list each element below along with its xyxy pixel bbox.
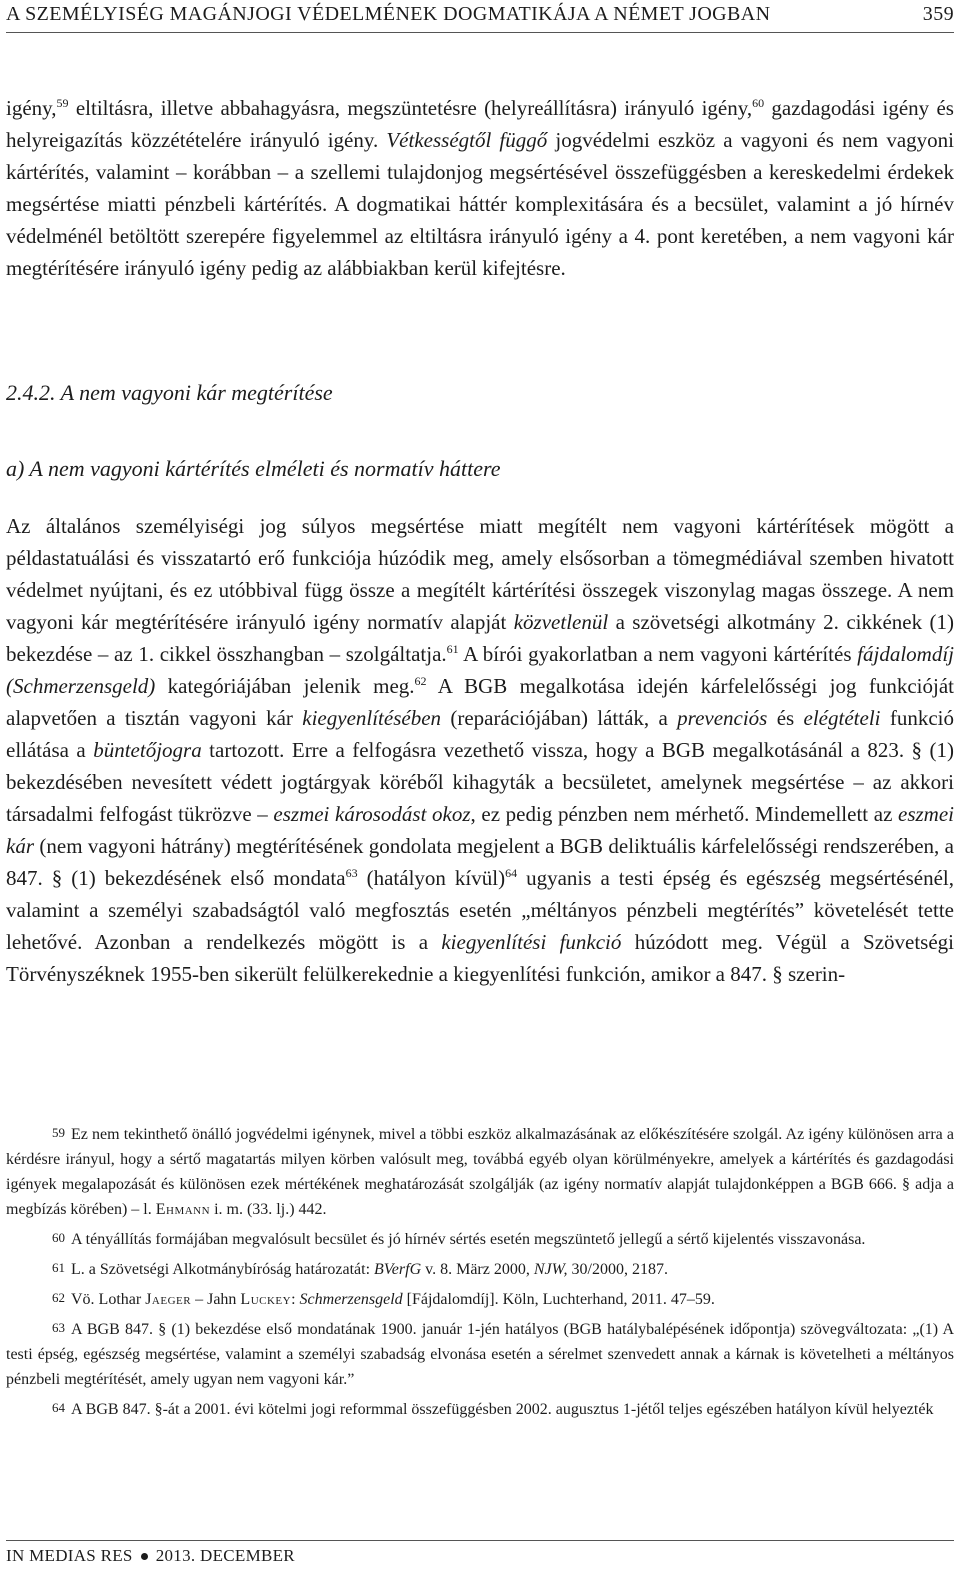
footnote-ref-62[interactable]: 62 — [414, 674, 427, 688]
text-run: és — [767, 706, 804, 730]
italic-run: fájdalomdíj (Schmerzensgeld) — [6, 642, 954, 698]
footer-rule — [6, 1540, 954, 1541]
footnote-ref-60[interactable]: 60 — [752, 96, 765, 110]
running-head — [6, 0, 954, 30]
text-run: igény, — [6, 96, 57, 120]
italic-run: NJW, — [533, 1261, 568, 1278]
footnote-ref-59[interactable]: 59 — [56, 96, 69, 110]
text-run: a szövetségi alkotmány 2. cikkének (1) bekezdése – az 1. cikkel összhangban – szolgáltatja. — [6, 610, 954, 666]
text-run: (reparációjában) látták, a — [441, 706, 678, 730]
text-run: A bírói gyakorlatban a nem vagyoni kártérítés — [458, 642, 858, 666]
italic-run: eszmei károsodást okoz — [273, 802, 471, 826]
footnote-61 — [6, 1255, 954, 1282]
text-run: Az általános személyiségi jog súlyos megsértése miatt megítélt nem vagyoni kártérítések mögött a példastatuálási és visszatartó erő funkciója húzódik meg, amely elsősorban a tömegmédiával szemben hivatott védelmet nyújtani, és ez utóbbival függ össze a megítélt kártérítési összegek viszonylag magas összege. A nem vagyoni kár megtérítésére irányuló igény normatív alapját — [6, 514, 954, 634]
footnote-number: 59 — [52, 1125, 65, 1140]
running-foot — [6, 1546, 295, 1566]
footnote-text: L. a Szövetségi Alkotmánybíróság határozatát: — [71, 1261, 375, 1278]
italic-run: BVerfG — [374, 1261, 422, 1278]
footnote-number: 62 — [52, 1290, 65, 1305]
footnote-62 — [6, 1285, 954, 1312]
main-paragraph — [6, 510, 954, 990]
subsection-heading-text: a) A nem vagyoni kártérítés elméleti és normatív háttere — [6, 456, 501, 481]
italic-run: közvetlenül — [513, 610, 609, 634]
page-number: 359 — [922, 3, 954, 25]
author-name: Jaeger — [145, 1291, 192, 1308]
italic-run: Schmerzensgeld — [299, 1291, 403, 1308]
text-run: gazdagodási igény és helyreigazítás közzétételére irányuló igény. — [6, 96, 954, 152]
footnote-text: A BGB 847. § (1) bekezdése első mondatának 1900. január 1-jén hatályos (BGB hatálybalépésének időpontja) szövegváltozata: „(1) A testi épség, egészség megsértése, valamint a személyi szabadság elvonása esetén a sérelmet szenvedett annak a kárnak is követelheti a méltányos pénzbeli megtérítését, amely ugyan nem vagyoni kár.” — [6, 1321, 954, 1388]
footnote-number: 64 — [52, 1400, 65, 1415]
footnote-text: v. 8. März 2000, — [421, 1261, 534, 1278]
footnote-text: Ez nem tekinthető önálló jogvédelmi igénynek, mivel a többi eszköz alkalmazásának az előkészítésére szolgál. Az igény különösen arra a kérdésre irányul, hogy a sértő magatartás milyen körben valósult meg, továbbá egyéb olyan körülményekre, amelyek a kártérítés és gazdagodási igények megalapozását és különösen ezek mértékének meghatározását szolgálják (az igény normatív alapját tulajdonképpen a BGB 666. § adja a megbízás körében) – l. — [6, 1126, 954, 1218]
footnote-text: : — [291, 1291, 300, 1308]
issue-date: 2013. DECEMBER — [155, 1546, 295, 1565]
footnote-text: – Jahn — [191, 1291, 241, 1308]
footnote-number: 63 — [52, 1320, 65, 1335]
footnote-number: 60 — [52, 1230, 65, 1245]
footnote-ref-61[interactable]: 61 — [446, 642, 459, 656]
text-run: (nem vagyoni hátrány) megtérítésének gondolata megjelent a BGB deliktuális kárfelelősségi rendszerében, a 847. § (1) bekezdésének első mondata — [6, 834, 954, 890]
section-heading-text: 2.4.2. A nem vagyoni kár megtérítése — [6, 380, 333, 405]
text-run: , ez pedig pénzben nem mérhető. Mindemellett az — [470, 802, 899, 826]
footnote-text: A tényállítás formájában megvalósult becsület és jó hírnév sértés esetén megszüntető jellegű a sértő kijelentés visszavonása. — [71, 1231, 866, 1248]
italic-run: elégtételi — [803, 706, 881, 730]
text-run: húzódott meg. Végül a Szövetségi Törvényszéknek 1955-ben sikerült felülkerekednie a kiegyenlítési funkción, amikor a 847. § szerin- — [6, 930, 955, 986]
text-run: funkció ellátása a — [6, 706, 954, 762]
footnote-63 — [6, 1315, 954, 1392]
italic-run: prevenciós — [677, 706, 768, 730]
text-run: tartozott. Erre a felfogásra vezethető vissza, hogy a BGB megalkotásánál a 823. § (1) bekezdésében nevesített védett jogtárgyak köréből kihagyták a becsületet, amelynek megsértése – az akkori társadalmi felfogást tükrözve – — [6, 738, 955, 826]
text-run: kategóriájában jelenik meg. — [155, 674, 415, 698]
footnote-59 — [6, 1120, 954, 1222]
intro-paragraph — [6, 92, 954, 284]
footnote-ref-64[interactable]: 64 — [505, 866, 518, 880]
running-head-title: A SZEMÉLYISÉG MAGÁNJOGI VÉDELMÉNEK DOGMATIKÁJA A NÉMET JOGBAN — [6, 3, 771, 25]
footnote-text: Vö. Lothar — [71, 1291, 146, 1308]
text-run: jogvédelmi eszköz a vagyoni és nem vagyoni kártérítés, valamint – korábban – a szellemi tulajdonjog megsértésével összefüggésben a kereskedelmi érdekek megsértése miatti pénzbeli kártérítés. A dogmatikai háttér komplexitására és a becsület, valamint a jó hírnév védelménél betöltött szerepére figyelemmel az eltiltásra irányuló igény a 4. pont keretében, a nem vagyoni kár megtérítésére irányuló igény pedig az alábbiakban kerül kifejtésre. — [6, 128, 955, 280]
book-page — [6, 0, 954, 1577]
bullet-icon — [141, 1553, 148, 1560]
text-run: A BGB megalkotása idején kárfelelősségi jog funkcióját alapvetően a tisztán vagyoni kár — [6, 674, 954, 730]
italic-run: eszmei kár — [6, 802, 955, 858]
footnotes — [6, 1120, 954, 1425]
italic-run: Vétkességtől függő — [386, 128, 548, 152]
author-name: Luckey — [240, 1291, 292, 1308]
footnote-text: A BGB 847. §-át a 2001. évi kötelmi jogi reformmal összefüggésben 2002. augusztus 1-jétől teljes egészében hatályon kívül helyezték — [71, 1401, 934, 1418]
footnote-ref-63[interactable]: 63 — [345, 866, 358, 880]
text-run: eltiltásra, illetve abbahagyásra, megszüntetésre (helyreállításra) irányuló igény, — [68, 96, 753, 120]
header-rule — [6, 32, 954, 33]
author-name: Ehmann — [155, 1201, 211, 1218]
journal-name: IN MEDIAS RES — [6, 1546, 133, 1565]
italic-run: kiegyenlítési funkció — [441, 930, 622, 954]
italic-run: kiegyenlítésében — [302, 706, 442, 730]
footnote-text: 30/2000, 2187. — [567, 1261, 668, 1278]
footnote-60 — [6, 1225, 954, 1252]
footnote-text: i. m. (33. lj.) 442. — [210, 1201, 327, 1218]
footnote-number: 61 — [52, 1260, 65, 1275]
subsection-heading — [6, 456, 500, 482]
text-run: (hatályon kívül) — [357, 866, 506, 890]
footnote-text: [Fájdalomdíj]. Köln, Luchterhand, 2011. 47–59. — [402, 1291, 715, 1308]
italic-run: büntetőjogra — [93, 738, 202, 762]
section-heading — [6, 380, 333, 406]
text-run: ugyanis a testi épség és egészség megsértésénél, valamint a személyi szabadságtól való megfosztás esetén „méltányos pénzbeli megtérítés” követelését tette lehetővé. Azonban a rendelkezés mögött is a — [6, 866, 955, 954]
footnote-64 — [6, 1395, 954, 1422]
